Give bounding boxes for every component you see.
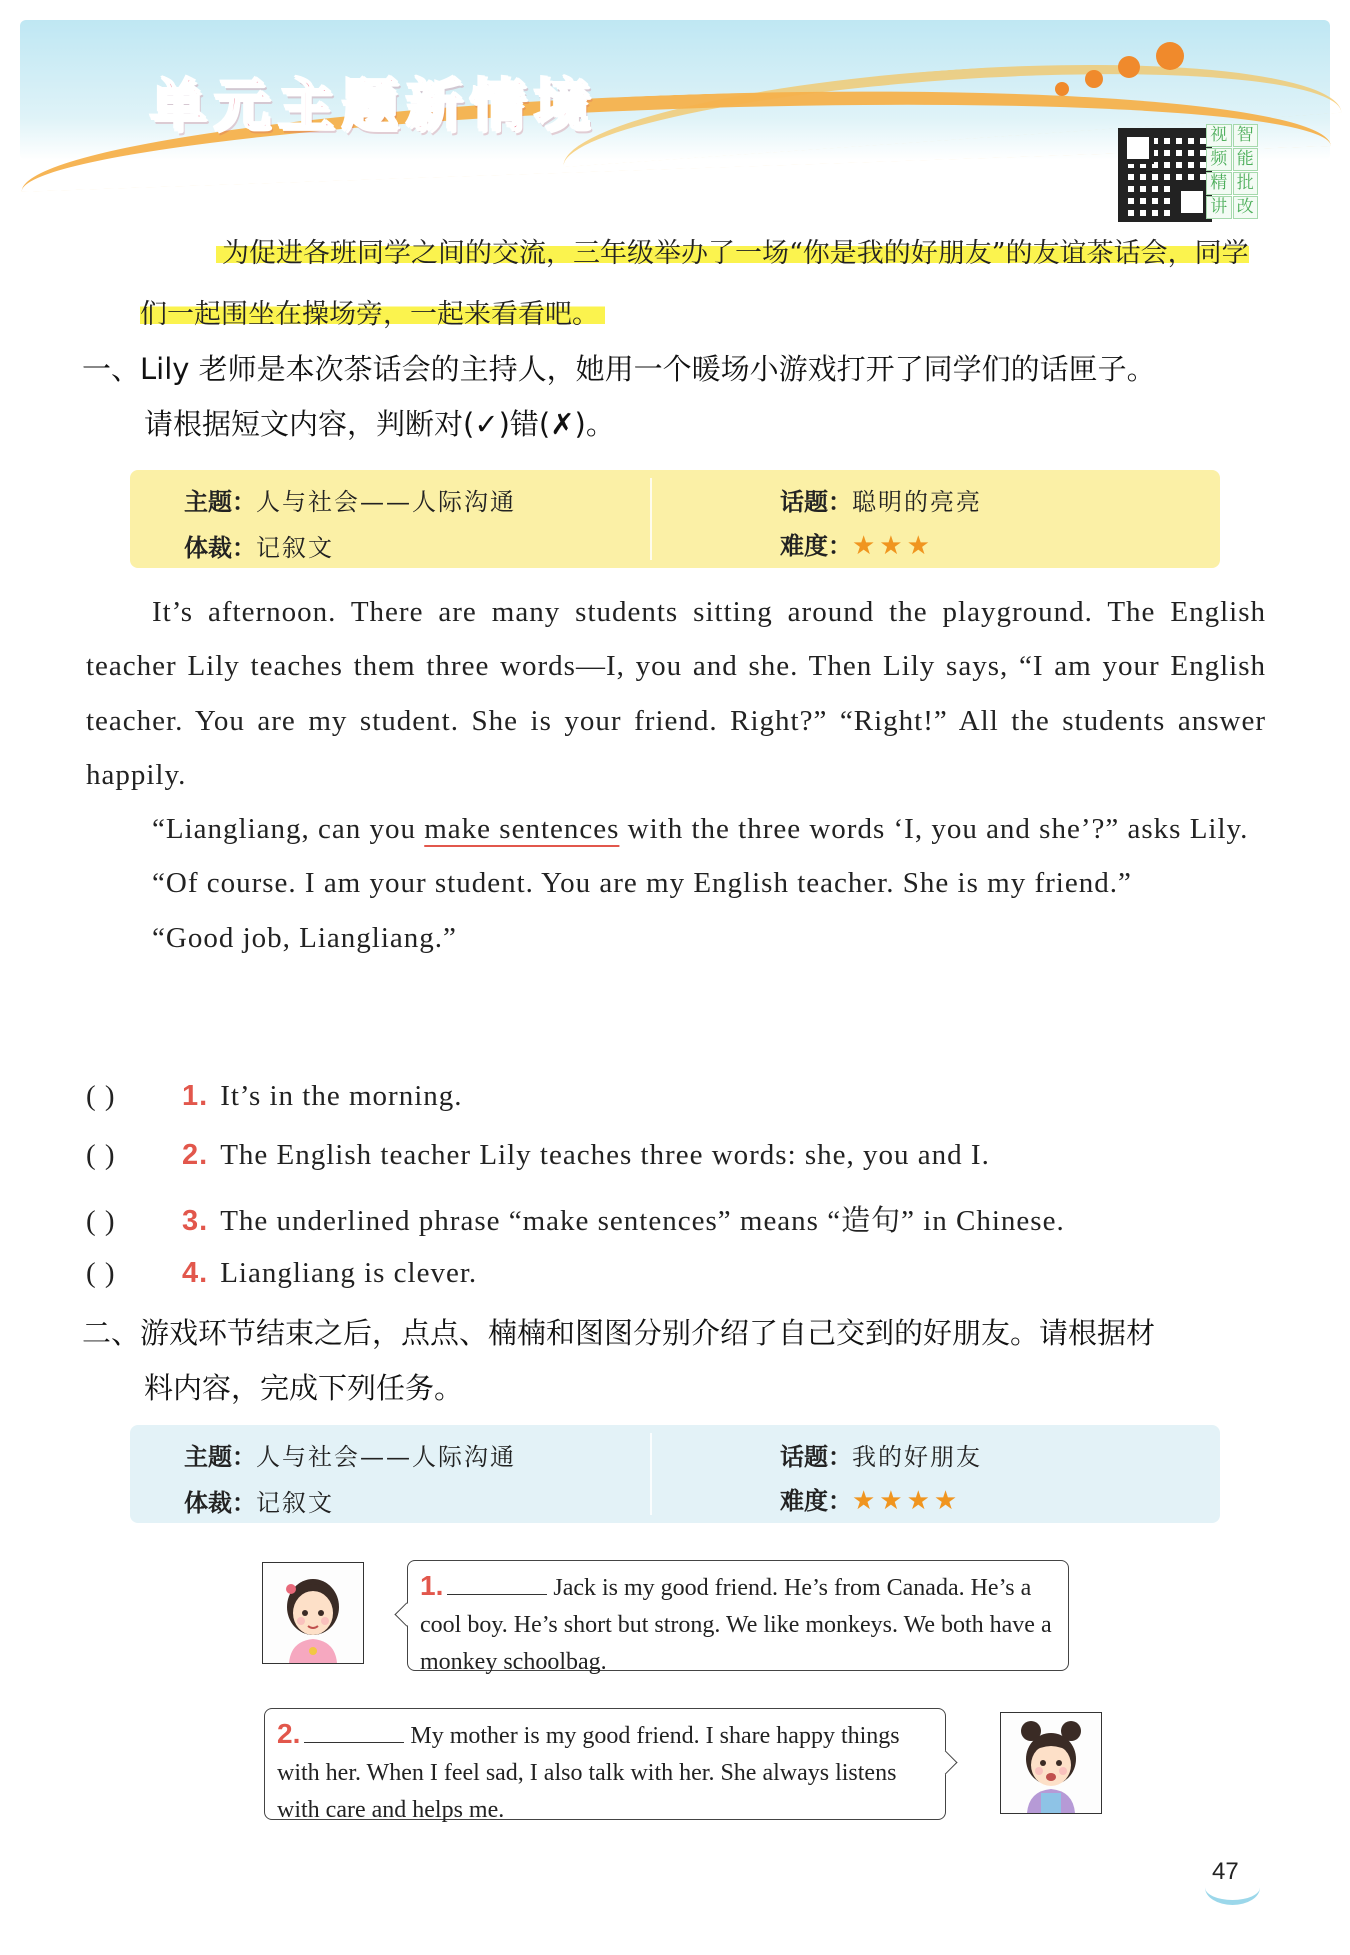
question-number: 2. [182, 1139, 209, 1171]
underlined-phrase: make sentences [424, 813, 620, 846]
question-item [86, 1198, 1065, 1239]
genre-value: 记叙文 [256, 1489, 334, 1517]
bubble-text: Jack is my good friend. He’s from Canada. He’s a cool boy. He’s short but strong. We like monkeys. We both have a monkey schoolbag. [420, 1575, 1052, 1675]
info-divider [650, 1433, 652, 1515]
answer-blank[interactable]: ( ) [86, 1205, 116, 1237]
blank-number: 1. [420, 1570, 444, 1601]
girl-avatar-icon [262, 1562, 364, 1664]
blank-number: 2. [277, 1718, 301, 1749]
genre-row [184, 528, 334, 563]
question-text: It’s in the morning. [220, 1080, 463, 1112]
question-text: The underlined phrase “make sentences” means “造句” in Chinese. [220, 1205, 1065, 1237]
intro-highlight: 为促进各班同学之间的交流，三年级举办了一场“你是我的好朋友”的友谊茶话会，同学们一起围坐在操场旁，一起来看看吧。 [140, 238, 1249, 330]
theme-value: 人与社会——人际沟通 [256, 1443, 516, 1471]
difficulty-row [780, 526, 934, 561]
answer-blank[interactable]: ( ) [86, 1080, 116, 1112]
intro-text [140, 223, 1260, 345]
topic-label: 话题： [780, 488, 852, 516]
page-number: 47 [1212, 1858, 1239, 1885]
qr-tag: 精 [1206, 172, 1232, 195]
difficulty-label: 难度： [780, 532, 852, 560]
theme-label: 主题： [184, 488, 256, 516]
qr-tags [1206, 124, 1258, 216]
fill-blank[interactable] [304, 1720, 404, 1743]
qr-tag: 频 [1206, 148, 1232, 171]
reading-passage [86, 585, 1266, 965]
passage-paragraph: “Good job, Liangliang.” [152, 921, 457, 954]
section2-heading [82, 1306, 1272, 1416]
section1-number: 一、 [82, 352, 141, 386]
section2-info-box [130, 1425, 1220, 1523]
decor-dot [1118, 56, 1140, 78]
topic-row [780, 482, 982, 517]
speech-bubble [407, 1560, 1069, 1675]
question-number: 3. [182, 1205, 209, 1237]
question-text: Liangliang is clever. [220, 1257, 478, 1289]
theme-label: 主题： [184, 1443, 256, 1471]
genre-label: 体裁： [184, 534, 256, 562]
theme-value: 人与社会——人际沟通 [256, 488, 516, 516]
question-item [86, 1257, 477, 1290]
theme-row [184, 1437, 516, 1472]
question-number: 4. [182, 1257, 209, 1289]
difficulty-stars-icon: ★★★★ [852, 1486, 962, 1516]
section1-heading [82, 342, 1272, 452]
section1-line2: 请根据短文内容，判断对(✓)错(✗)。 [144, 407, 615, 441]
topic-label: 话题： [780, 1443, 852, 1471]
answer-blank[interactable]: ( ) [86, 1139, 116, 1171]
fill-blank[interactable] [447, 1572, 547, 1595]
topic-value: 聪明的亮亮 [852, 488, 982, 516]
qr-tag: 能 [1233, 148, 1259, 171]
qr-tag: 批 [1233, 172, 1259, 195]
passage-text: “Liangliang, can you [152, 813, 425, 846]
difficulty-label: 难度： [780, 1487, 852, 1515]
decor-dot [1085, 70, 1103, 88]
page-title: 单元主题新情境 [150, 73, 598, 139]
qr-tag: 视 [1206, 124, 1232, 147]
passage-paragraph: It’s afternoon. There are many students sitting around the playground. The English teacher Lily teaches them three words—I, you and she. Then Lily says, “I am your English teacher. You are my student. She is your friend. Right?” “Right!” All the students answer happily. [86, 596, 1266, 791]
bubble-text: My mother is my good friend. I share happy things with her. When I feel sad, I also talk with her. She always listens with care and helps me. [277, 1723, 900, 1823]
theme-row [184, 482, 516, 517]
question-text: The English teacher Lily teaches three words: she, you and I. [220, 1139, 990, 1171]
section1-line1: Lily 老师是本次茶话会的主持人，她用一个暖场小游戏打开了同学们的话匣子。 [140, 352, 1156, 386]
qr-tag: 讲 [1206, 196, 1232, 219]
section2-line1: 游戏环节结束之后，点点、楠楠和图图分别介绍了自己交到的好朋友。请根据材 [140, 1316, 1156, 1350]
topic-value: 我的好朋友 [852, 1443, 982, 1471]
answer-blank[interactable]: ( ) [86, 1257, 116, 1289]
genre-label: 体裁： [184, 1489, 256, 1517]
genre-value: 记叙文 [256, 534, 334, 562]
passage-paragraph: “Of course. I am your student. You are my English teacher. She is my friend.” [152, 867, 1132, 900]
decor-dot [1156, 42, 1184, 70]
qr-tag: 智 [1233, 124, 1259, 147]
section1-info-box [130, 470, 1220, 568]
qr-tag: 改 [1233, 196, 1259, 219]
difficulty-row [780, 1481, 961, 1516]
decor-dot [1055, 82, 1069, 96]
question-item [86, 1080, 463, 1113]
passage-text: with the three words ‘I, you and she’?” asks Lily. [619, 813, 1249, 846]
difficulty-stars-icon: ★★★ [852, 531, 934, 561]
section2-line2: 料内容，完成下列任务。 [144, 1371, 464, 1405]
info-divider [650, 478, 652, 560]
genre-row [184, 1483, 334, 1518]
girl-avatar-icon [1000, 1712, 1102, 1814]
qr-code-icon[interactable] [1118, 128, 1212, 222]
speech-bubble [264, 1708, 946, 1823]
question-number: 1. [182, 1080, 209, 1112]
topic-row [780, 1437, 982, 1472]
passage-paragraph [86, 802, 1266, 856]
question-item [86, 1139, 990, 1172]
section2-number: 二、 [82, 1316, 141, 1350]
